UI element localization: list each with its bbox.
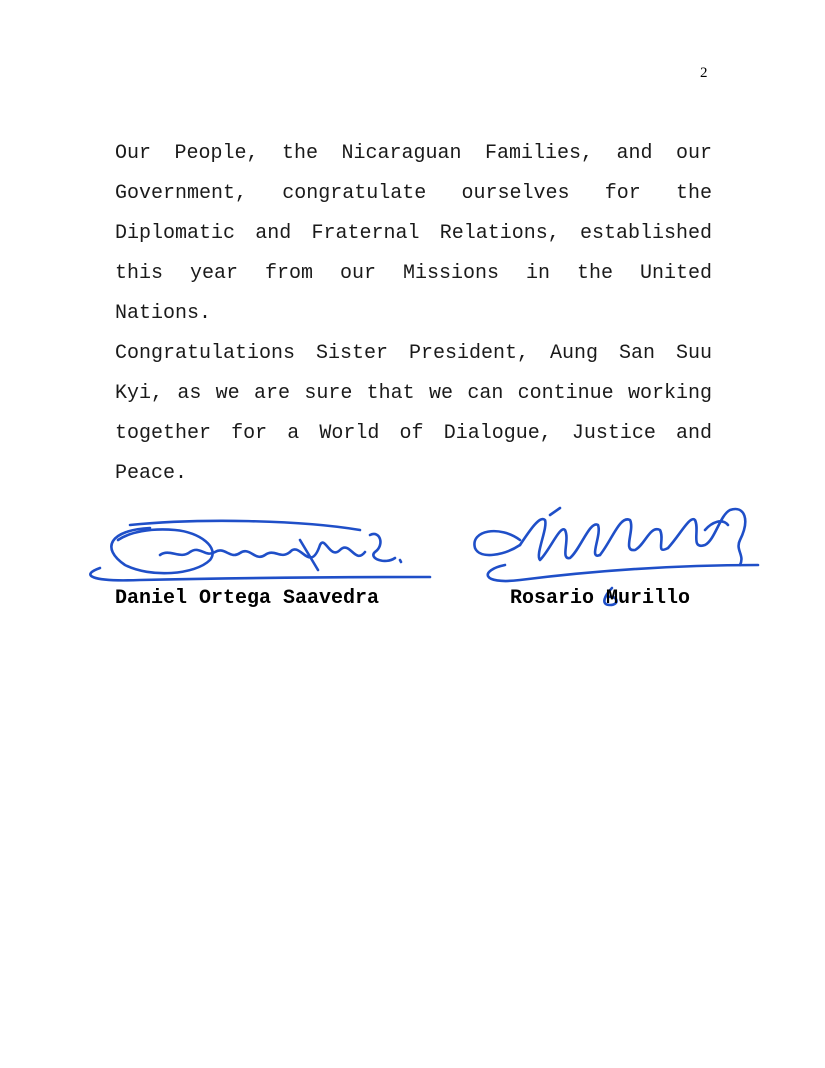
letter-paragraph-2: Congratulations Sister President, Aung San Suu Kyi, as we are sure that we can continue working together for a World of Dialogue, Justice and Peace.: [115, 342, 712, 485]
signature-daniel-ortega: [90, 521, 430, 580]
signatory-name-left: Daniel Ortega Saavedra: [115, 587, 380, 610]
page-number: 2: [700, 65, 708, 81]
letter-paragraph-1: Our People, the Nicaraguan Families, and our Government, congratulate ourselves for the Diplomatic and Fraternal Relations, established this year from our Missions in the United Nations.: [115, 142, 712, 325]
signatory-name-right: Rosario Murillo: [510, 587, 691, 610]
